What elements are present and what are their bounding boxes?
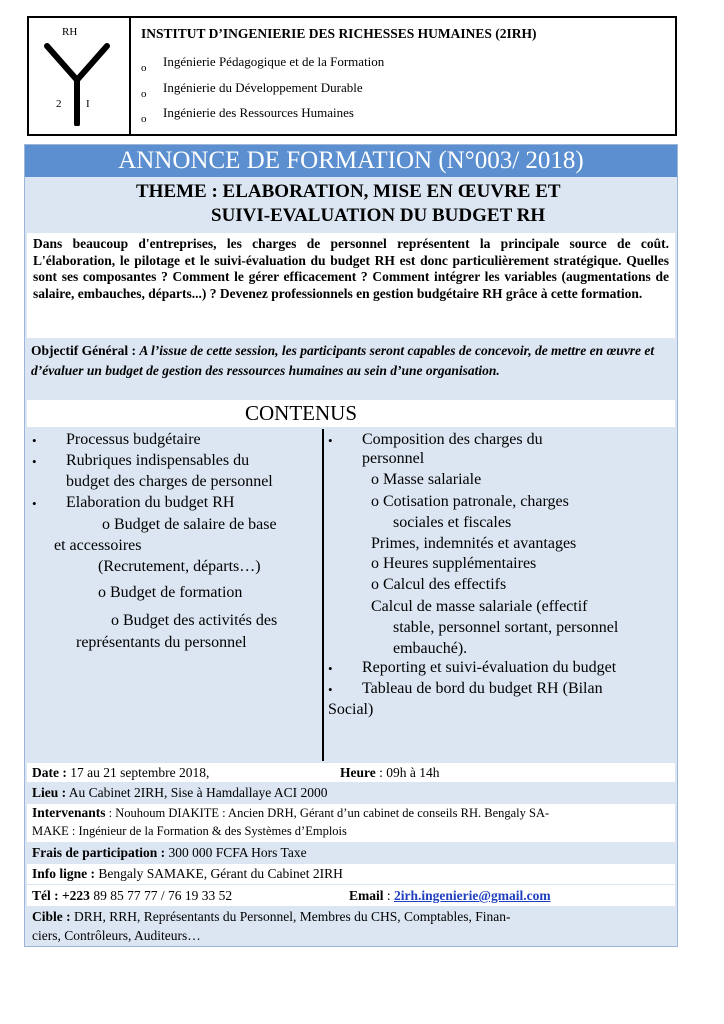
content-item: Rubriques indispensables du: [66, 452, 250, 469]
phone-value: 89 85 77 77 / 76 19 33 52: [93, 888, 233, 903]
time-value: : 09h à 14h: [379, 765, 440, 780]
content-subitem: (Recrutement, départs…): [98, 558, 261, 575]
bullet-icon: o: [141, 88, 147, 100]
audience-value: DRH, RRH, Représentants du Personnel, Membres du CHS, Comptables, Finan-: [74, 909, 511, 924]
bullet-icon: •: [32, 496, 37, 511]
content-subitem: o Budget des activités des: [111, 612, 278, 629]
email-link[interactable]: 2irh.ingenierie@gmail.com: [394, 888, 551, 903]
speakers-value: : Nouhoum DIAKITE : Ancien DRH, Gérant d’un cabinet de conseils RH. Bengaly SA-: [108, 806, 550, 820]
logo-rh-text: RH: [62, 26, 78, 38]
column-divider: [322, 429, 324, 761]
contact-row: Tél : +223 89 85 77 77 / 76 19 33 52 Email : 2irh.ingenierie@gmail.com: [27, 885, 675, 906]
content-subitem: représentants du personnel: [76, 634, 247, 651]
content-subitem: o Masse salariale: [371, 471, 482, 488]
details-block: [25, 762, 677, 947]
date-row: Date : 17 au 21 septembre 2018, Heure : 09h à 14h: [27, 763, 675, 782]
theme-block: [25, 177, 677, 233]
bullet-icon: o: [141, 113, 147, 125]
specialty-item: o Ingénierie du Développement Durable: [141, 80, 363, 100]
contents-header: [27, 400, 675, 427]
specialty-item: o Ingénierie des Ressources Humaines: [141, 105, 354, 125]
content-subitem: et accessoires: [54, 537, 142, 554]
content-subitem: o Budget de salaire de base: [102, 516, 277, 533]
content-subitem: Primes, indemnités et avantages: [371, 535, 577, 552]
logo-y-icon: [41, 42, 121, 126]
audience-value-cont: ciers, Contrôleurs, Auditeurs…: [32, 928, 201, 943]
fees-row: Frais de participation : 300 000 FCFA Hors Taxe: [27, 843, 675, 863]
objective-text: A l’issue de cette session, les participants seront capables de concevoir, de mettre en œuvre et d’évaluer un budget de gestion des ressources humaines au sein d’une organisation.: [31, 343, 655, 378]
content-item: Processus budgétaire: [66, 431, 201, 448]
bullet-icon: •: [328, 682, 333, 697]
content-subitem: sociales et fiscales: [393, 514, 512, 531]
content-item: Reporting et suivi-évaluation du budget: [362, 659, 617, 676]
content-subitem: embauché).: [393, 640, 468, 657]
date-value: 17 au 21 septembre 2018,: [70, 765, 210, 780]
content-item: Tableau de bord du budget RH (Bilan: [362, 680, 603, 697]
info-value: Bengaly SAMAKE, Gérant du Cabinet 2IRH: [98, 866, 343, 881]
location-row: Lieu : Au Cabinet 2IRH, Sise à Hamdallaye ACI 2000: [27, 783, 675, 803]
logo-i-text: I: [86, 98, 90, 110]
objective-block: [25, 338, 677, 398]
email-group: Email : 2irh.ingenierie@gmail.com: [349, 888, 551, 903]
speakers-value-cont: MAKE : Ingénieur de la Formation & des Systèmes d’Emplois: [32, 824, 347, 838]
content-item: Composition des charges du: [362, 431, 543, 448]
intro-paragraph: Dans beaucoup d'entreprises, les charges de personnel représentent la principale source de coût. L'élaboration, le pilotage et le suivi-évaluation du budget RH est donc particulièrement stratégique. Quelles sont ses composantes ? Comment le gérer efficacement ? Comment intégrer les variables (augmentations de salaire, embauches, départs...) ? Devenez professionnels en gestion budgétaire RH grâce à cette formation.: [27, 233, 675, 338]
content-subitem: o Budget de formation: [98, 584, 243, 601]
speakers-row: Intervenants : Nouhoum DIAKITE : Ancien DRH, Gérant d’un cabinet de conseils RH. Bengaly SA- MAKE : Ingénieur de la Formation & des Systèmes d’Emplois: [27, 804, 675, 842]
logo: [29, 18, 131, 134]
bullet-icon: •: [32, 454, 37, 469]
content-item: Elaboration du budget RH: [66, 494, 235, 511]
fees-value: 300 000 FCFA Hors Taxe: [168, 845, 307, 860]
content-item: Social): [328, 701, 374, 718]
contents-title: CONTENUS: [245, 401, 358, 425]
content-subitem: o Heures supplémentaires: [371, 555, 537, 572]
bullet-icon: o: [141, 62, 147, 74]
content-item: personnel: [362, 450, 425, 467]
content-subitem: stable, personnel sortant, personnel: [393, 619, 619, 636]
audience-row: Cible : DRH, RRH, Représentants du Personnel, Membres du CHS, Comptables, Finan- ciers, Contrôleurs, Auditeurs…: [27, 907, 675, 946]
content-subitem: o Calcul des effectifs: [371, 576, 507, 593]
theme-line-1: THEME : ELABORATION, MISE EN ŒUVRE ET: [136, 181, 561, 202]
time-group: Heure : 09h à 14h: [340, 765, 440, 780]
bullet-icon: •: [32, 433, 37, 448]
objective-label: Objectif Général :: [31, 343, 136, 358]
bullet-icon: •: [328, 661, 333, 676]
theme-line-2: SUIVI-EVALUATION DU BUDGET RH: [211, 205, 546, 226]
location-value: Au Cabinet 2IRH, Sise à Hamdallaye ACI 2000: [68, 785, 328, 800]
logo-2-text: 2: [56, 98, 62, 110]
header-box: [27, 16, 677, 136]
bullet-icon: •: [328, 433, 333, 448]
announcement-frame: [24, 144, 678, 947]
content-subitem: o Cotisation patronale, charges: [371, 493, 569, 510]
content-item: budget des charges de personnel: [66, 473, 273, 490]
announcement-title: ANNONCE DE FORMATION (N°003/ 2018): [25, 145, 677, 177]
info-row: Info ligne : Bengaly SAMAKE, Gérant du Cabinet 2IRH: [27, 864, 675, 884]
content-subitem: Calcul de masse salariale (effectif: [371, 598, 588, 615]
institute-title: INSTITUT D’INGENIERIE DES RICHESSES HUMAINES (2IRH): [141, 26, 537, 41]
specialty-item: o Ingénierie Pédagogique et de la Formation: [141, 54, 385, 74]
contents-body: [25, 427, 677, 761]
